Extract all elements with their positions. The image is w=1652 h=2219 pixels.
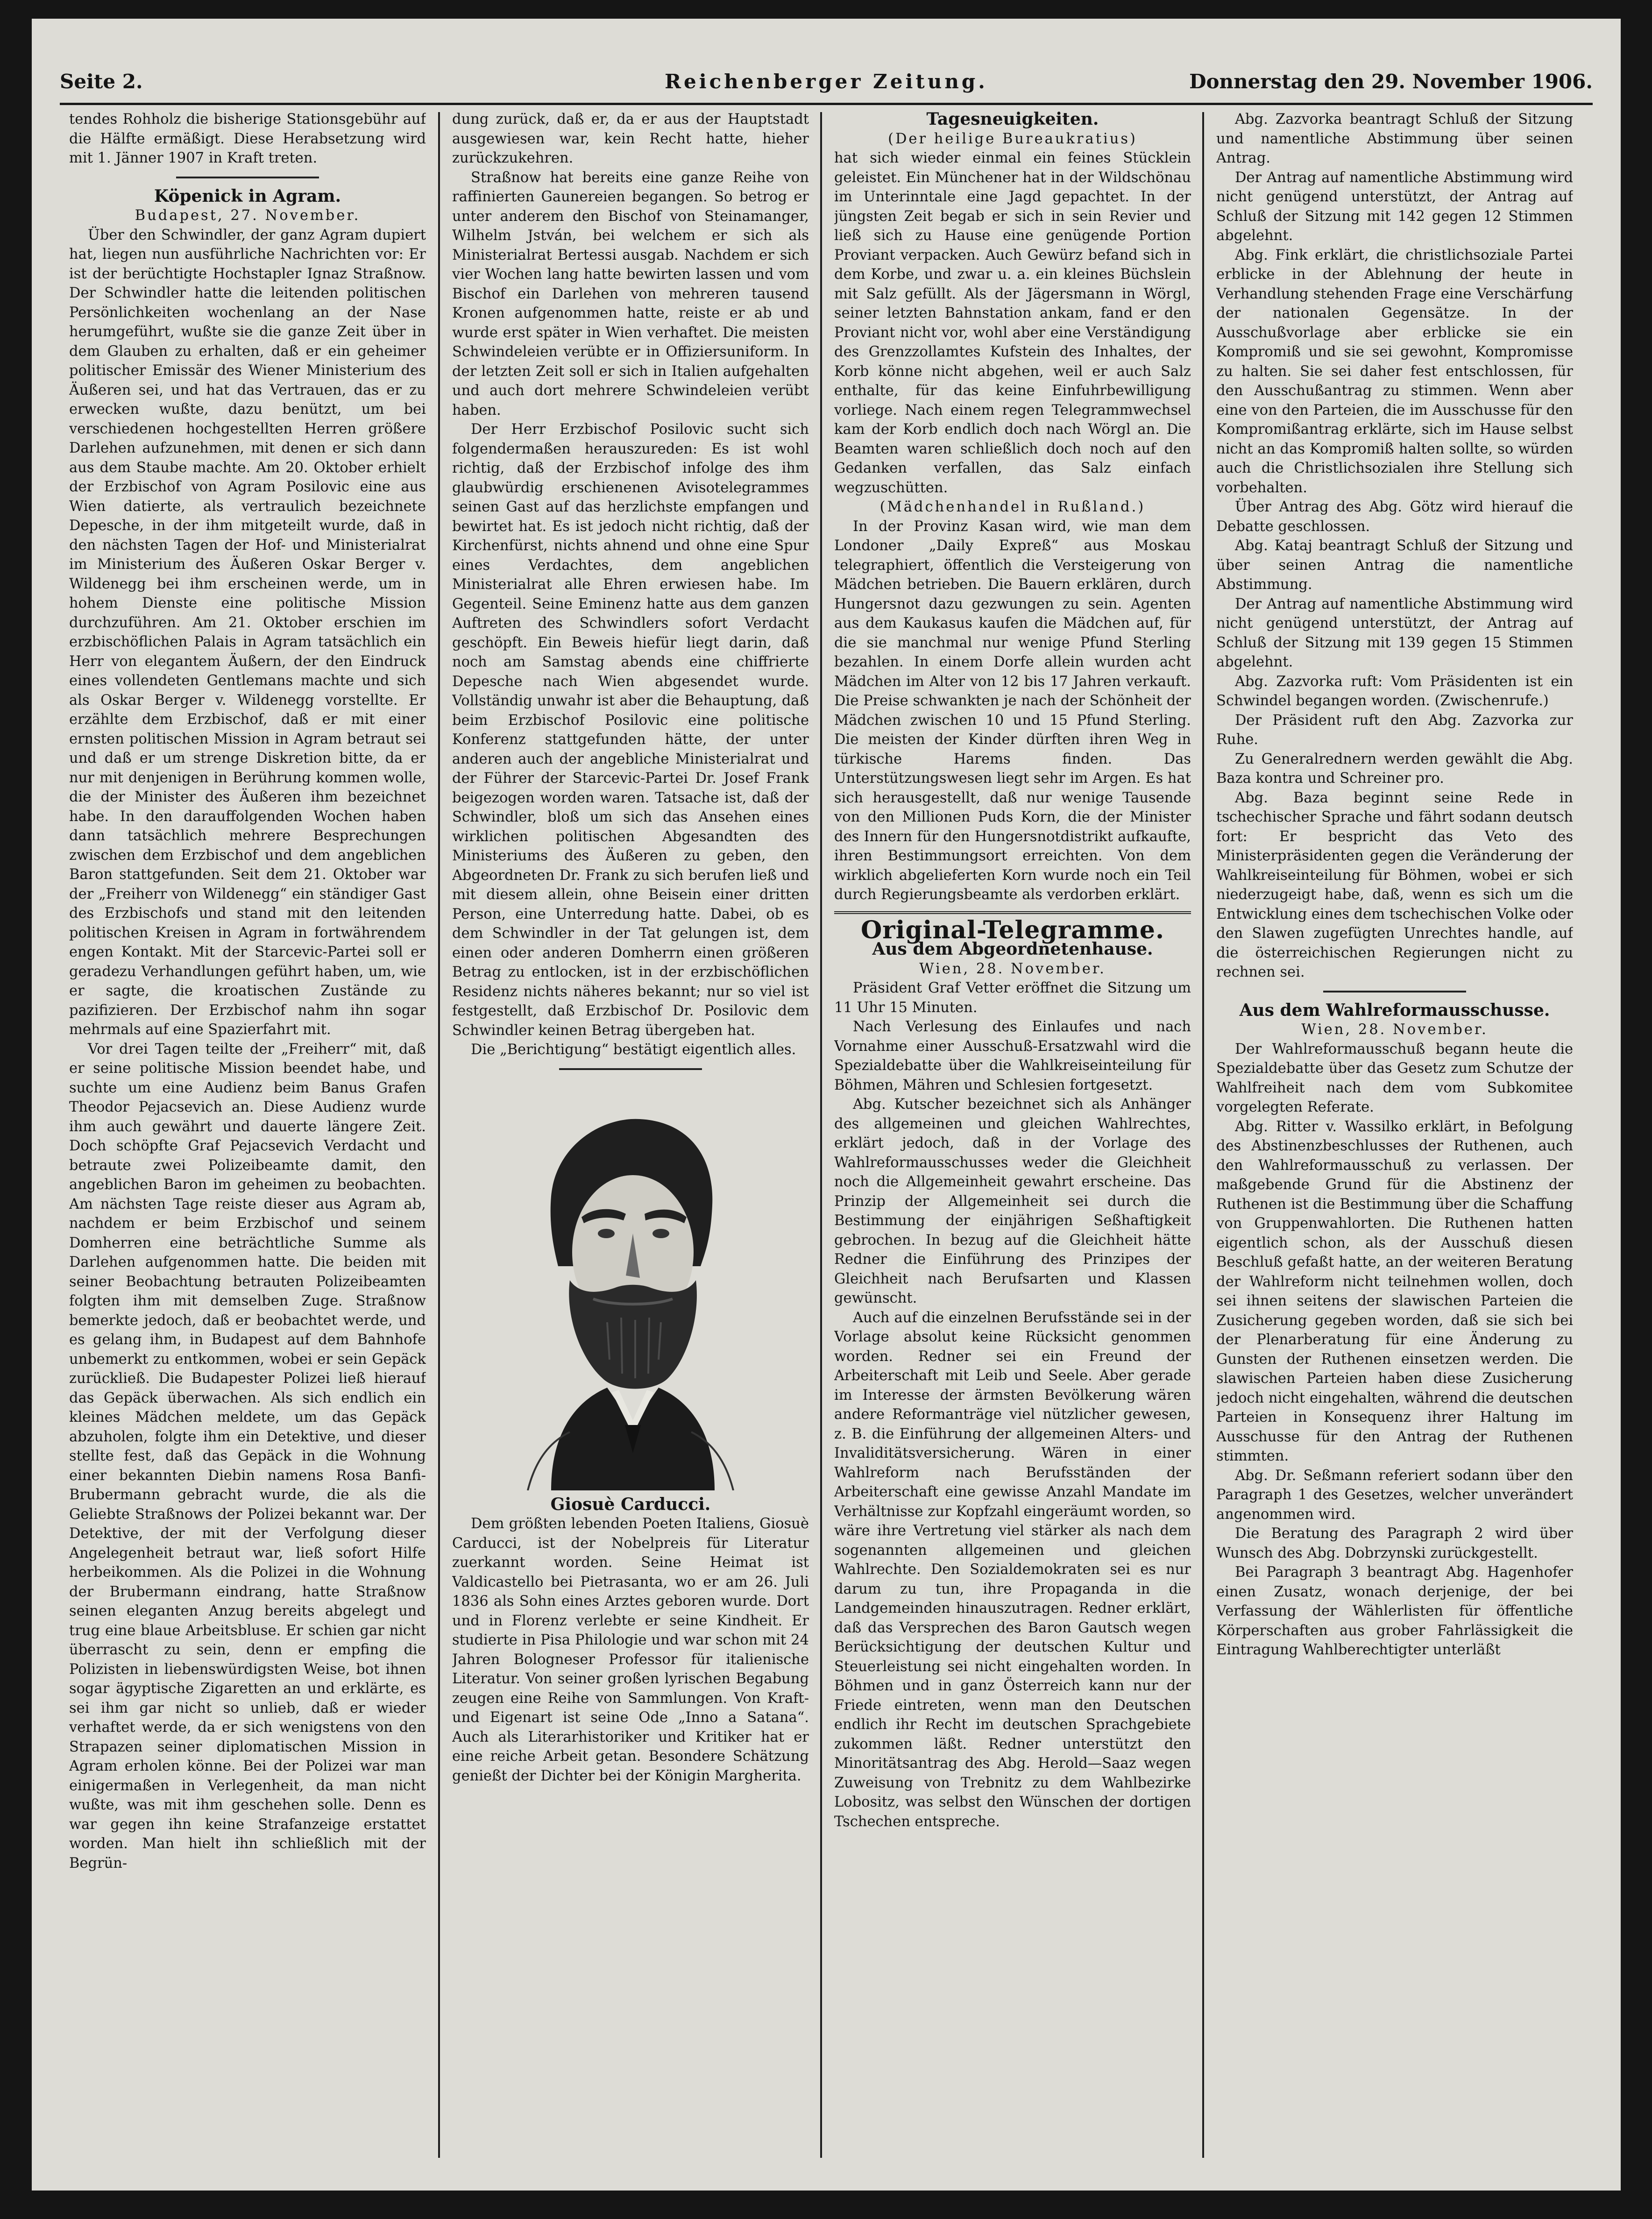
- article-paragraph: Abg. Zazvorka beantragt Schluß der Sitzung und namentliche Abstimmung über seinen Antrag.: [1216, 111, 1573, 166]
- section-heading: Original-Telegramme.: [860, 915, 1165, 944]
- newspaper-title: Reichenberger Zeitung.: [665, 70, 988, 93]
- column-4: [1216, 110, 1573, 2162]
- article-paragraph: Der Antrag auf namentliche Abstimmung wird nicht genügend unterstützt, der Antrag auf Schluß der Sitzung mit 142 gegen 12 Stimmen abgelehnt.: [1216, 169, 1573, 244]
- article-paragraph: Der Präsident ruft den Abg. Zazvorka zur Ruhe.: [1216, 712, 1573, 748]
- section-subheading: Aus dem Wahlreformausschusse.: [1239, 1000, 1550, 1020]
- article-paragraph: Straßnow hat bereits eine ganze Reihe von raffinierten Gaunereien begangen. So betrog er unter anderem den Bischof von Steinamanger, Wilhelm Jstván, bei welchem er sich als Ministerialrat Bertessi ausgab. Nachdem er sich vier Wochen lang hatte bewirten lassen und vom Bischof ein Darlehen von mehreren tausend Kronen aufgenommen hatte, reiste er ab und wurde erst später in Wien verhaftet. Die meisten Schwindeleien verübte er in Offiziersuniform. In der letzten Zeit soll er sich in Italien aufgehalten und auch dort mehrere Schwindeleien verübt haben.: [452, 169, 809, 418]
- article-paragraph: Abg. Ritter v. Wassilko erklärt, in Befolgung des Abstinenzbeschlusses der Ruthenen, auch den Wahlreformausschuß zu verlassen. Der maßgebende Grund für die Abstinenz der Ruthenen ist die Bestimmung über die Schaffung von Gruppenwahlorten. Die Ruthenen hatten eigentlich schon, als der Ausschuß diesen Beschluß gefaßt hatte, an der weiteren Beratung der Wahlreform nicht teilnehmen wollen, doch sei ihnen seitens der slawischen Parteien die Zusicherung gegeben worden, daß sie sich bei der Plenarberatung für eine Änderung zu Gunsten der Ruthenen einsetzen werden. Die slawischen Parteien haben diese Zusicherung jedoch nicht eingehalten, während die deutschen Parteien in Konsequenz ihrer Haltung im Ausschusse für den Antrag der Ruthenen stimmten.: [1216, 1118, 1573, 1464]
- column-3: [834, 110, 1191, 2162]
- newspaper-page: [32, 19, 1621, 2191]
- article-paragraph: Abg. Baza beginnt seine Rede in tschechischer Sprache und fährt sodann deutsch fort: Er bespricht das Veto des Ministerpräsidenten gegen die Veränderung der Wahlkreiseinteilung für Böhmen, wobei er sich niederzugeigt habe, daß, wenn es sich um die Entwicklung eines dem tschechischen Volke oder den Slawen zugefügten Unrechtes handle, auf die österreichischen Regierungen nicht zu rechnen sei.: [1216, 789, 1573, 980]
- section-subheading: Aus dem Abgeordnetenhause.: [872, 939, 1153, 959]
- divider: [176, 177, 319, 178]
- article-paragraph: Vor drei Tagen teilte der „Freiherr“ mit, daß er seine politische Mission beendet habe, und suchte um eine Audienz beim Banus Grafen Theodor Pejacsevich an. Diese Audienz wurde ihm auch gewährt und dauerte längere Zeit. Doch schöpfte Graf Pejacsevich Verdacht und betraute zwei Polizeibeamte damit, den angeblichen Baron im geheimen zu beobachten. Am nächsten Tage reiste dieser aus Agram ab, nachdem er beim Erzbischof und seinem Domherren eine beträchtliche Summe als Darlehen aufgenommen hatte. Die beiden mit seiner Beobachtung betrauten Polizeibeamten folgten ihm mit demselben Zuge. Straßnow bemerkte jedoch, daß er beobachtet werde, und es gelang ihm, in Budapest auf dem Bahnhofe unbemerkt zu entkommen, wobei er sein Gepäck zurückließ. Die Budapester Polizei ließ hierauf das Gepäck überwachen. Als sich endlich ein kleines Mädchen meldete, um das Gepäck abzuholen, folgte ihm ein Detektive, und dieser stellte fest, daß das Gepäck in die Wohnung einer bekannten Diebin namens Rosa Banfi-Brubermann gebracht wurde, die als die Geliebte Straßnows der Polizei bekannt war. Der Detektive, der mit der Verfolgung dieser Angelegenheit betraut war, ließ sofort Hilfe herbeikommen. Als die Polizei in die Wohnung der Brubermann eindrang, hatte Straßnow seinen eleganten Anzug bereits abgelegt und trug eine blaue Arbeitsbluse. Er schien gar nicht überrascht zu sein, denn er empfing die Polizisten in liebenswürdigsten Weise, bot ihnen sogar ägyptische Zigaretten an und erklärte, es sei ihm gar nicht so unlieb, daß er wieder verhaftet werde, da er sich wenigstens von den Strapazen seiner diplomatischen Mission in Agram erholen könne. Bei der Polizei war man einigermaßen in Verlegenheit, da man nicht wußte, was mit ihm geschehen solle. Denn es war gegen ihn keine Strafanzeige erstattet worden. Man hielt ihn schließlich mit der Begrün-: [69, 1041, 426, 1872]
- carducci-portrait: [500, 1098, 761, 1490]
- news-item-title: (Der heilige Bureaukratius): [888, 130, 1137, 147]
- article-dateline: Wien, 28. November.: [1301, 1021, 1488, 1038]
- column-rule: [438, 112, 440, 2158]
- article-headline: Köpenick in Agram.: [154, 186, 341, 206]
- page-number: Seite 2.: [60, 70, 143, 93]
- divider: [1323, 991, 1466, 993]
- issue-date: Donnerstag den 29. November 1906.: [1189, 70, 1593, 93]
- article-paragraph: dung zurück, daß er, da er aus der Hauptstadt ausgewiesen war, kein Recht hatte, hieher zurückzukehren.: [452, 111, 809, 166]
- portrait-caption: Giosuè Carducci.: [550, 1494, 711, 1514]
- article-paragraph: Bei Paragraph 3 beantragt Abg. Hagenhofer einen Zusatz, wonach derjenige, der bei Verfassung der Wählerlisten für öffentliche Körperschaften aus grober Fahrlässigkeit die Eintragung Wahlberechtigter unterläßt: [1216, 1564, 1573, 1658]
- masthead: [60, 70, 1593, 103]
- article-paragraph: Zu Generalrednern werden gewählt die Abg. Baza kontra und Schreiner pro.: [1216, 751, 1573, 787]
- article-paragraph: Die Beratung des Paragraph 2 wird über Wunsch des Abg. Dobrzynski zurückgestellt.: [1216, 1525, 1573, 1561]
- masthead-rule: [60, 103, 1593, 105]
- article-paragraph: Dem größten lebenden Poeten Italiens, Giosuè Carducci, ist der Nobelpreis für Literatur zuerkannt worden. Seine Heimat ist Valdicastello bei Pietrasanta, wo er am 26. Juli 1836 als Sohn eines Arztes geboren wurde. Dort und in Florenz verlebte er seine Kindheit. Er studierte in Pisa Philologie und war schon mit 24 Jahren Bologneser Professor für italienische Literatur. Von seiner großen lyrischen Begabung zeugen eine Reihe von Sammlungen. Von Kraft- und Eigenart ist seine Ode „Inno a Satana“. Auch als Literarhistoriker und Kritiker hat er eine reiche Arbeit getan. Besondere Schätzung genießt der Dichter bei der Königin Margherita.: [452, 1516, 809, 1784]
- article-paragraph: Nach Verlesung des Einlaufes und nach Vornahme einer Ausschuß-Ersatzwahl wird die Spezialdebatte über die Wahlkreiseinteilung für Böhmen, Mähren und Schlesien fortgesetzt.: [834, 1019, 1191, 1093]
- article-dateline: Wien, 28. November.: [919, 960, 1106, 977]
- article-paragraph: Der Antrag auf namentliche Abstimmung wird nicht genügend unterstützt, der Antrag auf Schluß der Sitzung mit 139 gegen 15 Stimmen abgelehnt.: [1216, 596, 1573, 670]
- divider: [559, 1068, 702, 1070]
- article-paragraph: Über den Schwindler, der ganz Agram dupiert hat, liegen nun ausführliche Nachrichten vor: Er ist der berüchtigte Hochstapler Ignaz Straßnow. Der Schwindler hatte die leitenden politischen Persönlichkeiten wochenlang an der Nase herumgeführt, wußte sie die ganze Zeit über in dem Glauben zu erhalten, daß er ein geheimer politischer Emissär des Wiener Ministerium des Äußeren sei, und hat das Vertrauen, das er zu erwecken wußte, dazu benützt, um bei verschiedenen hochgestellten Herren größere Darlehen aufzunehmen, mit denen er sich dann aus dem Staube machte. Am 20. Oktober erhielt der Erzbischof von Agram Posilovic eine aus Wien datierte, als vertraulich bezeichnete Depesche, in der ihm mitgeteilt wurde, daß in den nächsten Tagen der Hof- und Ministerialrat im Ministerium des Äußeren Oskar Berger v. Wildenegg bei ihm erscheinen werde, um in hohem Dienste eine politische Mission durchzuführen. Am 21. Oktober erschien im erzbischöflichen Palais in Agram tatsächlich ein Herr von elegantem Äußern, der den Eindruck eines vollendeten Gentlemans machte und sich als Oskar Berger v. Wildenegg vorstellte. Er erzählte dem Erzbischof, daß er mit einer ernsten politischen Mission in Agram betraut sei und daß er um strenge Diskretion bitte, da er nur mit denjenigen in Berührung kommen wolle, die der Minister des Äußeren ihm bezeichnet habe. In den darauffolgenden Wochen haben dann tatsächlich mehrere Besprechungen zwischen dem Erzbischof und dem angeblichen Baron stattgefunden. Seit dem 21. Oktober war der „Freiherr von Wildenegg“ ein ständiger Gast des Erzbischofs und stand mit den leitenden politischen Kreisen in Agram in fortwährendem engen Kontakt. Mit der Starcevic-Partei soll er geradezu Verhandlungen geführt haben, um, wie er sagte, die kroatischen Zustände zu pazifizieren. Der Erzbischof nahm ihn sogar mehrmals auf eine Spazierfahrt mit.: [69, 227, 426, 1038]
- article-dateline: Budapest, 27. November.: [135, 207, 361, 224]
- news-item-title: (Mädchenhandel in Rußland.): [879, 499, 1146, 515]
- article-paragraph: Der Wahlreformausschuß begann heute die Spezialdebatte über das Gesetz zum Schutze der Wahlfreiheit nach dem vom Subkomitee vorgelegten Referate.: [1216, 1041, 1573, 1115]
- article-paragraph: Abg. Fink erklärt, die christlichsoziale Partei erblicke in der Ablehnung der heute in Verhandlung stehenden Frage eine Verschärfung der nationalen Gegensätze. In der Ausschußvorlage aber erblicke sie ein Kompromiß und sie sei gewohnt, Kompromisse zu halten. Sie sei daher fest entschlossen, für den Ausschußantrag zu stimmen. Wenn aber eine von den Parteien, die im Ausschusse für den Kompromißantrag erklärte, sich im Hause selbst nicht an das Kompromiß halten sollte, so würden auch die Christlichsozialen ihre Stellung sich vorbehalten.: [1216, 247, 1573, 496]
- column-2: [452, 110, 809, 2162]
- article-paragraph: hat sich wieder einmal ein feines Stücklein geleistet. Ein Münchener hat in der Wildschönau im Unterinntale eine Jagd gepachtet. In der jüngsten Zeit begab er sich in sein Revier und ließ sich zu Hause eine genügende Portion Proviant verpacken. Auch Gewürz befand sich in dem Korbe, und zwar u. a. ein kleines Büchslein mit Salz gefüllt. Als der Jägersmann in Wörgl, seiner letzten Bahnstation ankam, fand er den Proviant nicht vor, wohl aber eine Verständigung des Grenzzollamtes Kufstein des Inhaltes, der Korb könne nicht abgehen, weil er auch Salz enthalte, für das keine Einfuhrbewilligung vorliege. Nach einem regen Telegrammwechsel kam der Korb endlich doch nach Wörgl an. Die Beamten waren schließlich doch noch auf den Gedanken verfallen, das Salz einfach wegzuschütten.: [834, 150, 1191, 496]
- article-paragraph: Abg. Kutscher bezeichnet sich als Anhänger des allgemeinen und gleichen Wahlrechtes, erklärt jedoch, daß in der Vorlage des Wahlreformausschusses weder die Gleichheit noch die Allgemeinheit gewahrt erscheine. Das Prinzip der Allgemeinheit sei durch die Bestimmung der einjährigen Seßhaftigkeit gebrochen. In bezug auf die Gleichheit hätte Redner die Einführung des Prinzipes der Gleichheit nach Berufsarten und Klassen gewünscht.: [834, 1096, 1191, 1306]
- column-rule: [1202, 112, 1204, 2158]
- column-rule: [820, 112, 822, 2158]
- article-paragraph: Präsident Graf Vetter eröffnet die Sitzung um 11 Uhr 15 Minuten.: [834, 980, 1191, 1016]
- article-paragraph: Auch auf die einzelnen Berufsstände sei in der Vorlage absolut keine Rücksicht genommen worden. Redner sei ein Freund der Arbeiterschaft mit Leib und Seele. Aber gerade im Interesse der ärmsten Bevölkerung wären andere Reformanträge viel nützlicher gewesen, z. B. die Einführung der allgemeinen Alters- und Invaliditätsversicherung. Wären in einer Wahlreform nach Berufsständen der Arbeiterschaft eine gewisse Anzahl Mandate im Verhältnisse zur Kopfzahl eingeräumt worden, so wäre ihre Vertretung viel stärker als nach dem sogenannten allgemeinen und gleichen Wahlrechte. Den Sozialdemokraten sei es nur darum zu tun, ihre Propaganda in die Landgemeinden hinauszutragen. Redner erklärt, daß das Versprechen des Baron Gautsch wegen Berücksichtigung der deutschen Kultur und Steuerleistung sei nicht eingehalten worden. In Böhmen und in ganz Österreich kann nur der Friede eintreten, wenn man den Deutschen endlich ihr Recht im deutschen Sprachgebiete zukommen läßt. Redner unterstützt den Minoritätsantrag des Abg. Herold—Saaz wegen Zuweisung von Trebnitz zu dem Wahlbezirke Lobositz, was selbst den Wünschen der dortigen Tschechen entspreche.: [834, 1309, 1191, 1830]
- article-paragraph: Abg. Kataj beantragt Schluß der Sitzung und über seinen Antrag die namentliche Abstimmung.: [1216, 538, 1573, 593]
- article-paragraph: In der Provinz Kasan wird, wie man dem Londoner „Daily Expreß“ aus Moskau telegraphiert, öffentlich die Versteigerung von Mädchen betrieben. Die Bauern erklären, durch Hungersnot dazu gezwungen zu sein. Agenten aus dem Kaukasus kaufen die Mädchen auf, für die sie manchmal nur wenige Pfund Sterling bezahlen. In einem Dorfe allein wurden acht Mädchen im Alter von 12 bis 17 Jahren verkauft. Die Preise schwankten je nach der Schönheit der Mädchen zwischen 10 und 15 Pfund Sterling. Die meisten der Kinder dürften ihren Weg in türkische Harems finden. Das Unterstützungswesen liegt sehr im Argen. Es hat sich herausgestellt, daß nur wenige Tausende von den Millionen Puds Korn, die der Minister des Innern für den Hungersnotdistrikt aufkaufte, ihren Bestimmungsort erreichten. Von dem wirklich abgelieferten Korn wurde noch ein Teil durch Regierungsbeamte als verdorben erklärt.: [834, 518, 1191, 903]
- article-paragraph: Der Herr Erzbischof Posilovic sucht sich folgendermaßen herauszureden: Es ist wohl richtig, daß der Erzbischof infolge des ihm glaubwürdig erschienenen Avisotelegrammes seinen Gast auf das herzlichste empfangen und bewirtet hat. Es ist jedoch nicht richtig, daß der Kirchenfürst, nichts ahnend und ohne eine Spur eines Verdachtes, dem angeblichen Ministerialrat alle Ehren erwiesen habe. Im Gegenteil. Seine Eminenz hatte aus dem ganzen Auftreten des Schwindlers sofort Verdacht geschöpft. Ein Beweis hiefür liegt darin, daß noch am Samstag abends eine chiffrierte Depesche nach Wien abgesendet wurde. Vollständig unwahr ist aber die Behauptung, daß beim Erzbischof Posilovic eine politische Konferenz stattgefunden hätte, der unter anderen auch der angebliche Ministerialrat und der Führer der Starcevic-Partei Dr. Josef Frank beigezogen worden waren. Tatsache ist, daß der Schwindler, bloß um sich das Ansehen eines wirklichen politischen Abgesandten des Ministeriums des Äußeren zu geben, den Abgeordneten Dr. Frank zu sich berufen ließ und mit diesem allein, ohne Beisein einer dritten Person, eine Unterredung hatte. Dabei, ob es dem Schwindler in der Tat gelungen ist, dem einen oder anderen Domherrn einen größeren Betrag zu entlocken, ist in der erzbischöflichen Residenz nichts näheres bekannt; nur so viel ist festgestellt, daß Erzbischof Dr. Posilovic dem Schwindler keinen Betrag übergeben hat.: [452, 421, 809, 1039]
- article-paragraph: tendes Rohholz die bisherige Stationsgebühr auf die Hälfte ermäßigt. Diese Herabsetzung wird mit 1. Jänner 1907 in Kraft treten.: [69, 111, 426, 166]
- article-paragraph: Über Antrag des Abg. Götz wird hierauf die Debatte geschlossen.: [1216, 499, 1573, 535]
- divider: [834, 911, 1191, 914]
- column-1: [69, 110, 426, 2162]
- section-heading: Tagesneuigkeiten.: [926, 110, 1099, 129]
- article-paragraph: Die „Berichtigung“ bestätigt eigentlich alles.: [471, 1042, 796, 1058]
- article-paragraph: Abg. Zazvorka ruft: Vom Präsidenten ist ein Schwindel begangen worden. (Zwischenrufe.): [1216, 673, 1573, 709]
- article-paragraph: Abg. Dr. Seßmann referiert sodann über den Paragraph 1 des Gesetzes, welcher unverändert angenommen wird.: [1216, 1467, 1573, 1523]
